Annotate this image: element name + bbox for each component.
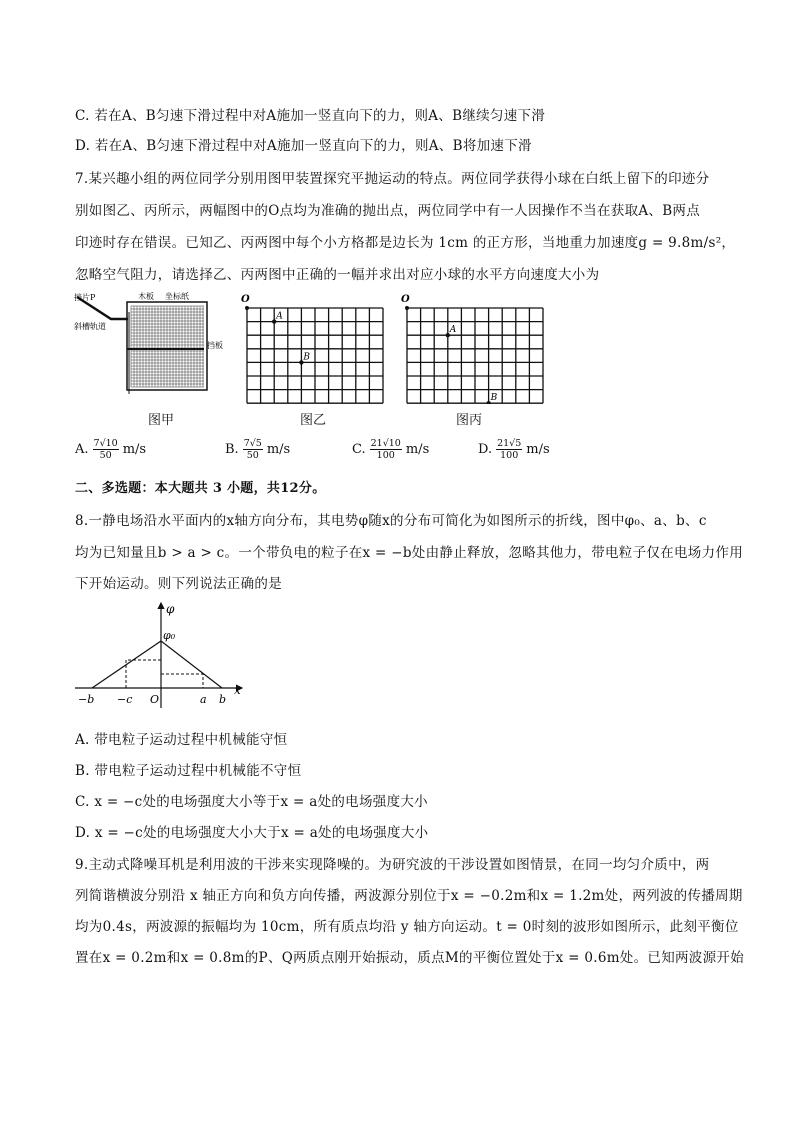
denominator: 50 <box>99 450 112 461</box>
point-label: B <box>303 352 311 363</box>
denominator: 50 <box>246 450 259 461</box>
q7-text-3: 印迹时存在错误。已知乙、丙两图中每个小方格都是边长为 1cm 的正方形，当地重力加速度g = 9.8m/s²， <box>75 235 736 251</box>
q7-option-d <box>478 438 550 461</box>
q7-text-4: 忽略空气阻力，请选择乙、丙两图中正确的一幅并求出对应小球的水平方向速度大小为 <box>75 267 600 283</box>
figure-potential-graph <box>70 598 250 708</box>
q8-text-3: 下开始运动。则下列说法正确的是 <box>75 576 282 592</box>
fraction <box>93 438 119 461</box>
denominator: 100 <box>500 450 519 461</box>
q7-option-c <box>352 438 429 461</box>
q6-option-c: C. 若在A、B匀速下滑过程中对A施加一竖直向下的力，则A、B继续匀速下滑 <box>75 108 546 124</box>
q9-text-2: 列简谐横波分别沿 x 轴正方向和负方向传播，两波源分别位于x = −0.2m和x = 1.2m处，两列波的传播周期 <box>75 888 743 904</box>
fraction <box>496 438 522 461</box>
origin-label: O <box>241 294 250 305</box>
section-2-heading <box>75 477 326 496</box>
q7-text-2: 别如图乙、丙所示，两幅图中的O点均为准确的抛出点，两位同学中有一人因操作不当在获取A、B两点 <box>75 203 701 219</box>
q8-text-1: 8.一静电场沿水平面内的x轴方向分布，其电势φ随x的分布可简化为如图所示的折线，图中φ₀、a、b、c <box>75 513 707 529</box>
caption-bing: 图丙 <box>456 413 483 428</box>
q8-option-c: C. x = −c处的电场强度大小等于x = a处的电场强度大小 <box>75 794 428 810</box>
unit: m/s <box>526 442 550 457</box>
potential-curve <box>92 641 222 688</box>
origin-label: O <box>401 294 410 305</box>
unit: m/s <box>405 442 430 457</box>
section-2-heading-text: 二、多选题：本大题共 3 小题，共12分。 <box>75 481 326 496</box>
option-letter: A. <box>75 442 89 457</box>
q8-option-d: D. x = −c处的电场强度大小大于x = a处的电场强度大小 <box>75 825 429 841</box>
option-letter: C. <box>352 442 366 457</box>
q9-text-1: 9.主动式降噪耳机是利用波的干涉来实现降噪的。为研究波的干涉设置如图情景，在同一均匀介质中，两 <box>75 857 710 873</box>
option-letter: B. <box>225 442 239 457</box>
q8-option-b: B. 带电粒子运动过程中机械能不守恒 <box>75 763 302 779</box>
origin-point <box>245 306 249 310</box>
figure-jia-apparatus <box>74 292 224 402</box>
figure-bing-grid <box>400 292 550 404</box>
tick-b: b <box>219 693 227 706</box>
q6-option-d: D. 若在A、B匀速下滑过程中对A施加一竖直向下的力，则A、B将加速下滑 <box>75 138 532 154</box>
denominator: 100 <box>376 450 395 461</box>
label-baffle: 挡板 <box>207 341 223 350</box>
q8-text-2: 均为已知量且b > a > c。一个带负电的粒子在x = −b处由静止释放，忽略其他力，带电粒子仅在电场力作用 <box>75 545 743 561</box>
axis-x: x <box>234 683 241 697</box>
tick-neg-c: −c <box>117 693 133 706</box>
unit: m/s <box>122 442 147 457</box>
label-phi0: φ₀ <box>163 629 176 642</box>
label-p: 挡片P <box>74 293 96 302</box>
numerator: 21√5 <box>497 438 522 449</box>
label-paper: 坐标纸 <box>165 292 189 301</box>
point-label: A <box>449 325 457 336</box>
label-board: 木板 <box>138 292 154 301</box>
q9-text-3: 均为0.4s，两波源的振幅均为 10cm，所有质点均沿 y 轴方向运动。t = 0时刻的波形如图所示，此刻平衡位 <box>75 919 739 935</box>
fraction <box>243 438 263 461</box>
figure-yi-grid <box>240 292 390 404</box>
caption-jia: 图甲 <box>148 413 175 428</box>
caption-yi: 图乙 <box>300 413 327 428</box>
label-track: 斜槽轨道 <box>74 322 106 331</box>
numerator: 21√10 <box>370 438 401 449</box>
origin-point <box>405 306 409 310</box>
option-letter: D. <box>478 442 493 457</box>
dashed-guide-neg-c <box>126 660 161 688</box>
q7-option-b <box>225 438 290 461</box>
q7-text-1: 7.某兴趣小组的两位同学分别用图甲装置探究平抛运动的特点。两位同学获得小球在白纸上留下的印迹分 <box>75 171 710 187</box>
axis-phi: φ <box>166 602 175 616</box>
q9-text-4: 置在x = 0.2m和x = 0.8m的P、Q两质点刚开始振动，质点M的平衡位置处于x = 0.6m处。已知两波源开始 <box>75 950 745 966</box>
point-label: B <box>490 393 498 404</box>
fraction <box>370 438 402 461</box>
unit: m/s <box>266 442 291 457</box>
point-label: A <box>276 311 283 322</box>
tick-a: a <box>200 693 207 706</box>
q8-option-a: A. 带电粒子运动过程中机械能守恒 <box>75 732 288 748</box>
numerator: 7√5 <box>243 438 262 449</box>
q7-option-a <box>75 438 146 461</box>
tick-neg-b: −b <box>78 693 95 706</box>
tick-origin: O <box>150 693 160 706</box>
numerator: 7√10 <box>93 438 118 449</box>
dashed-guide-a <box>161 674 203 688</box>
